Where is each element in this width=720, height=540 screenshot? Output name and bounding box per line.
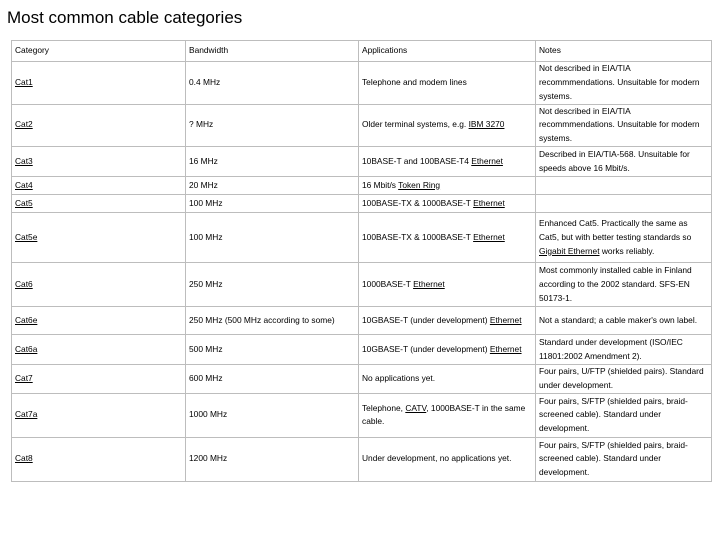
table-row: [12, 365, 712, 394]
cell-text: Not described in EIA/TIA recommmendations. Unsuitable for modern systems.: [539, 63, 700, 101]
table-body: [12, 62, 712, 482]
category-link[interactable]: Cat6e: [15, 314, 38, 325]
table-row: [12, 437, 712, 481]
cell-notes: [536, 263, 712, 307]
cell-applications: [359, 195, 536, 213]
column-header-applications: Applications: [359, 41, 536, 62]
cell-text: Not described in EIA/TIA recommmendations. Unsuitable for modern systems.: [539, 105, 700, 144]
cell-text: , 1000BASE-T in the same cable.: [362, 402, 526, 427]
cell-text: 100BASE-TX & 1000BASE-T: [362, 197, 474, 208]
cell-notes: [536, 365, 712, 394]
table-row: [12, 104, 712, 147]
category-link[interactable]: Cat5e: [15, 231, 38, 242]
header-row: [12, 41, 712, 62]
cell-applications: [359, 307, 536, 335]
cell-category: [12, 195, 186, 213]
table-row: [12, 177, 712, 195]
column-header-category: Category: [12, 41, 186, 62]
cell-text: Under development, no applications yet.: [362, 453, 512, 464]
category-link[interactable]: Cat8: [15, 453, 33, 464]
cell-text: 10GBASE-T (under development): [362, 343, 490, 354]
cell-applications: [359, 213, 536, 263]
cell-applications: [359, 62, 536, 105]
category-link[interactable]: Cat7a: [15, 409, 38, 420]
cell-applications: [359, 335, 536, 365]
cell-bandwidth: 250 MHz: [186, 263, 359, 307]
cell-applications: [359, 365, 536, 394]
cell-text: works reliably.: [599, 245, 655, 256]
cell-text: Four pairs, S/FTP (shielded pairs, braid-screened cable). Standard under development.: [539, 395, 688, 434]
cell-text: 16 Mbit/s: [362, 179, 399, 190]
cell-category: [12, 177, 186, 195]
category-link[interactable]: Cat1: [15, 76, 33, 87]
cell-text: Telephone,: [362, 402, 406, 413]
cell-text: 10GBASE-T (under development): [362, 314, 490, 325]
cell-category: [12, 104, 186, 147]
wiki-link[interactable]: Ethernet: [413, 278, 445, 289]
cell-notes: [536, 177, 712, 195]
cell-category: [12, 393, 186, 437]
table-row: [12, 195, 712, 213]
cell-notes: [536, 195, 712, 213]
table-row: [12, 62, 712, 105]
category-link[interactable]: Cat2: [15, 119, 33, 130]
cell-text: Older terminal systems, e.g.: [362, 119, 469, 130]
cell-notes: [536, 307, 712, 335]
cell-applications: [359, 393, 536, 437]
cell-text: Four pairs, U/FTP (shielded pairs). Standard under development.: [539, 366, 704, 391]
wiki-link[interactable]: Ethernet: [471, 155, 503, 166]
wiki-link[interactable]: Ethernet: [489, 343, 522, 354]
cell-category: [12, 335, 186, 365]
cell-text: 100BASE-TX & 1000BASE-T: [362, 231, 474, 242]
cell-text: Described in EIA/TIA-568. Unsuitable for speeds above 16 Mbit/s.: [539, 148, 690, 173]
cell-bandwidth: 1000 MHz: [186, 393, 359, 437]
cell-bandwidth: 20 MHz: [186, 177, 359, 195]
cell-notes: [536, 104, 712, 147]
table-row: [12, 307, 712, 335]
cell-applications: [359, 104, 536, 147]
category-link[interactable]: Cat4: [15, 179, 33, 190]
table-row: [12, 335, 712, 365]
cell-applications: [359, 177, 536, 195]
cell-category: [12, 365, 186, 394]
cell-category: [12, 213, 186, 263]
table-row: [12, 147, 712, 177]
page-title: Most common cable categories: [7, 8, 243, 27]
cell-bandwidth: 250 MHz (500 MHz according to some): [186, 307, 359, 335]
wiki-link[interactable]: Gigabit Ethernet: [539, 245, 600, 256]
table-row: [12, 213, 712, 263]
cell-text: Not a standard; a cable maker's own label.: [539, 314, 698, 325]
cell-text: Telephone and modem lines: [362, 76, 467, 87]
cell-text: 1000BASE-T: [362, 278, 414, 289]
cell-notes: [536, 62, 712, 105]
wiki-link[interactable]: Ethernet: [473, 231, 505, 242]
cell-bandwidth: ? MHz: [186, 104, 359, 147]
cell-bandwidth: 0.4 MHz: [186, 62, 359, 105]
wiki-link[interactable]: IBM 3270: [468, 119, 505, 130]
cell-bandwidth: 16 MHz: [186, 147, 359, 177]
cell-text: Standard under development (ISO/IEC 11801:2002 Amendment 2).: [539, 336, 683, 361]
cell-text: Most commonly installed cable in Finland according to the 2002 standard. SFS-EN 50173-1.: [539, 264, 692, 303]
cell-text: Four pairs, S/FTP (shielded pairs, braid-screened cable). Standard under development.: [539, 439, 688, 478]
category-link[interactable]: Cat6: [15, 278, 33, 289]
category-link[interactable]: Cat7: [15, 373, 33, 384]
cell-bandwidth: 100 MHz: [186, 213, 359, 263]
table-row: [12, 393, 712, 437]
column-header-notes: Notes: [536, 41, 712, 62]
cell-text: Enhanced Cat5. Practically the same as Cat5, but with better testing standards so: [539, 217, 692, 242]
cable-categories-table: [11, 40, 712, 482]
cell-notes: [536, 147, 712, 177]
category-link[interactable]: Cat6a: [15, 343, 38, 354]
cell-category: [12, 307, 186, 335]
cell-bandwidth: 1200 MHz: [186, 437, 359, 481]
table-row: [12, 263, 712, 307]
cell-notes: [536, 393, 712, 437]
cell-applications: [359, 263, 536, 307]
category-link[interactable]: Cat5: [15, 197, 33, 208]
wiki-link[interactable]: Ethernet: [489, 314, 522, 325]
cell-notes: [536, 437, 712, 481]
cell-applications: [359, 147, 536, 177]
cell-text: No applications yet.: [362, 373, 436, 384]
wiki-link[interactable]: Token Ring: [398, 179, 441, 190]
column-header-bandwidth: Bandwidth: [186, 41, 359, 62]
cell-category: [12, 263, 186, 307]
cell-bandwidth: 100 MHz: [186, 195, 359, 213]
cell-text: 10BASE-T and 100BASE-T4: [362, 155, 472, 166]
cell-category: [12, 62, 186, 105]
cell-notes: [536, 335, 712, 365]
cell-applications: [359, 437, 536, 481]
cell-notes: [536, 213, 712, 263]
cell-bandwidth: 600 MHz: [186, 365, 359, 394]
wiki-link[interactable]: Ethernet: [473, 197, 505, 208]
wiki-link[interactable]: CATV: [405, 402, 427, 413]
category-link[interactable]: Cat3: [15, 155, 33, 166]
cell-bandwidth: 500 MHz: [186, 335, 359, 365]
cell-category: [12, 147, 186, 177]
cell-category: [12, 437, 186, 481]
